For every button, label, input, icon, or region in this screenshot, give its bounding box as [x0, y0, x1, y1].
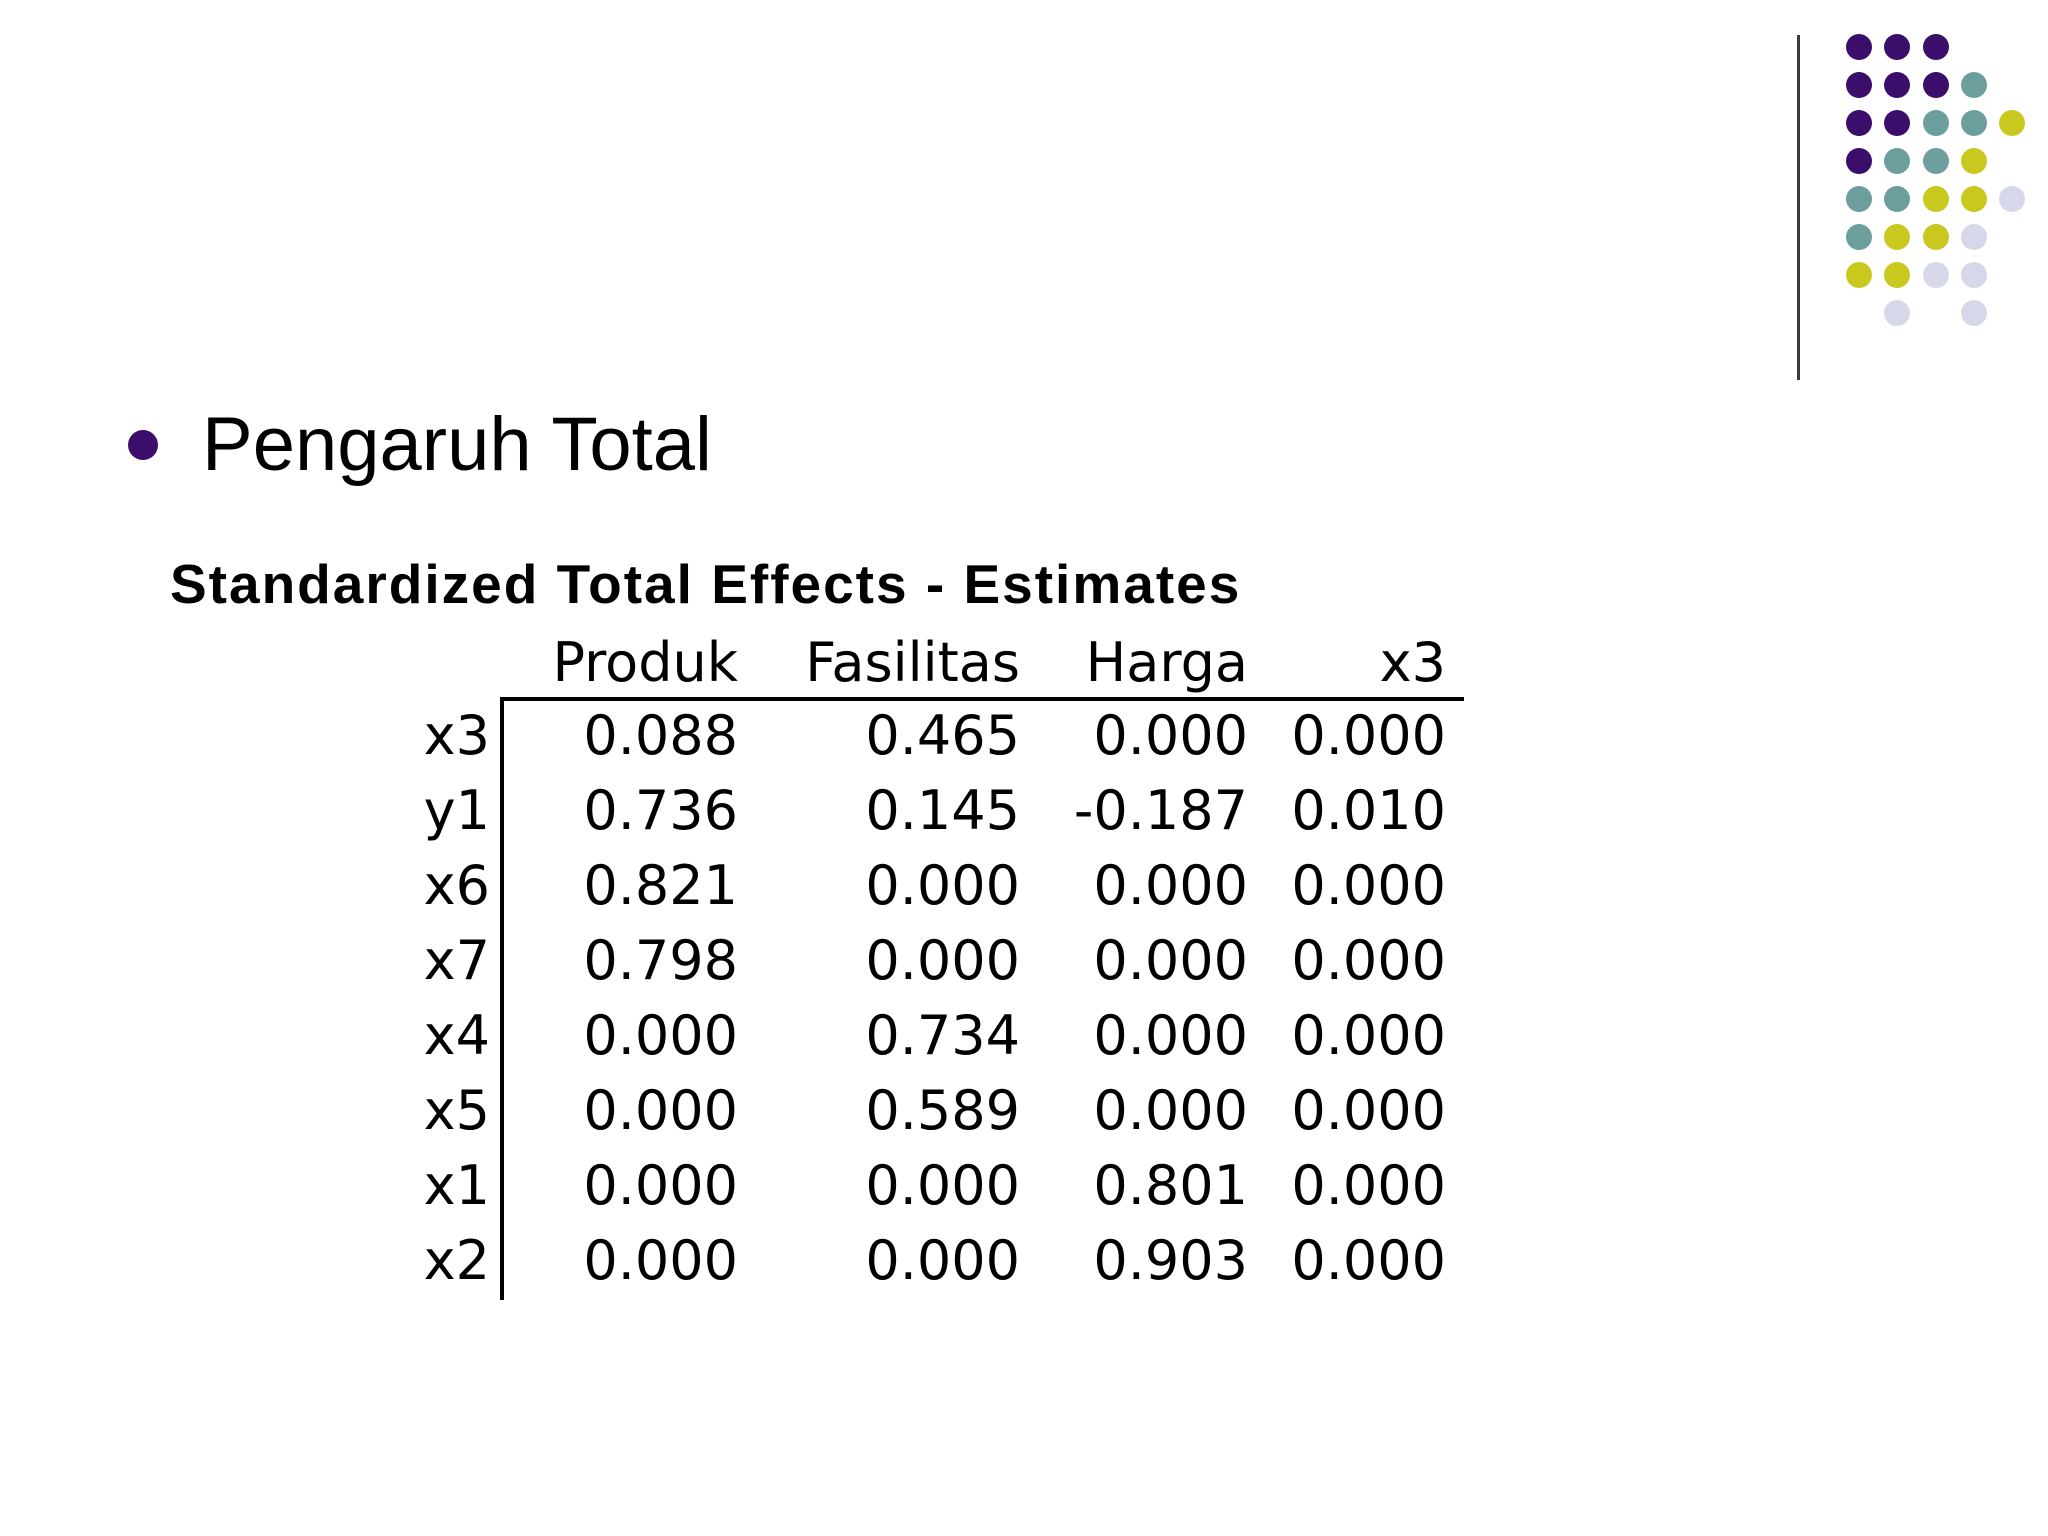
decorative-dot: [1923, 148, 1949, 174]
decorative-dot: [1884, 262, 1910, 288]
table-cell: 0.000: [865, 929, 1020, 992]
decorative-dot: [1846, 224, 1872, 250]
table-cell: 0.000: [1093, 1079, 1248, 1142]
table-cell: 0.000: [865, 854, 1020, 917]
row-label: x1: [423, 1154, 490, 1217]
decorative-dot: [1846, 110, 1872, 136]
table-title: Standardized Total Effects - Estimates: [170, 553, 1242, 615]
table-cell: 0.821: [583, 854, 738, 917]
decorative-dot: [1923, 186, 1949, 212]
table-cell: 0.000: [865, 1154, 1020, 1217]
table-cell: 0.000: [1291, 929, 1446, 992]
table-cell: 0.000: [1093, 1004, 1248, 1067]
decorative-dot: [1961, 148, 1987, 174]
table-cell: -0.187: [1073, 779, 1248, 842]
decorative-dot: [1923, 262, 1949, 288]
table-cell: 0.736: [583, 779, 738, 842]
row-label: x5: [423, 1079, 490, 1142]
vertical-divider: [1797, 35, 1800, 380]
table-cell: 0.000: [583, 1154, 738, 1217]
header-rule: [501, 697, 1464, 701]
decorative-dot: [1923, 110, 1949, 136]
row-label: x3: [423, 704, 490, 767]
decorative-dot: [1923, 34, 1949, 60]
row-label-rule: [500, 697, 504, 1300]
table-cell: 0.465: [865, 704, 1020, 767]
row-label: x7: [423, 929, 490, 992]
decorative-dot: [1961, 72, 1987, 98]
decorative-dot: [1961, 300, 1987, 326]
decorative-dot: [1961, 110, 1987, 136]
decorative-dot: [1846, 148, 1872, 174]
table-cell: 0.801: [1093, 1154, 1248, 1217]
table-cell: 0.000: [1291, 854, 1446, 917]
column-header: x3: [1379, 631, 1446, 694]
decorative-dot: [1846, 262, 1872, 288]
table-cell: 0.000: [583, 1079, 738, 1142]
column-header: Produk: [552, 631, 738, 694]
table-cell: 0.000: [1093, 929, 1248, 992]
decorative-dot: [1846, 72, 1872, 98]
decorative-dot: [1999, 110, 2025, 136]
table-cell: 0.000: [1093, 704, 1248, 767]
decorative-dot: [1846, 186, 1872, 212]
table-cell: 0.000: [1093, 854, 1248, 917]
table-cell: 0.000: [583, 1229, 738, 1292]
decorative-dot: [1884, 110, 1910, 136]
table-cell: 0.589: [865, 1079, 1020, 1142]
decorative-dot: [1884, 300, 1910, 326]
bullet-dot-icon: [128, 430, 158, 460]
table-cell: 0.000: [865, 1229, 1020, 1292]
decorative-dot: [1961, 262, 1987, 288]
decorative-dot: [1884, 72, 1910, 98]
table-cell: 0.000: [1291, 1079, 1446, 1142]
decorative-dot: [1961, 186, 1987, 212]
decorative-dot: [1884, 34, 1910, 60]
column-header: Fasilitas: [805, 631, 1020, 694]
decorative-dot: [1884, 186, 1910, 212]
table-cell: 0.000: [583, 1004, 738, 1067]
table-cell: 0.903: [1093, 1229, 1248, 1292]
table-cell: 0.088: [583, 704, 738, 767]
table-cell: 0.000: [1291, 1229, 1446, 1292]
decorative-dot: [1884, 224, 1910, 250]
table-cell: 0.145: [865, 779, 1020, 842]
row-label: y1: [423, 779, 490, 842]
table-cell: 0.010: [1291, 779, 1446, 842]
table-cell: 0.000: [1291, 1154, 1446, 1217]
bullet-text: Pengaruh Total: [202, 402, 712, 487]
decorative-dot: [1961, 224, 1987, 250]
row-label: x6: [423, 854, 490, 917]
decorative-dot: [1923, 72, 1949, 98]
bullet-item: [128, 400, 712, 490]
table-cell: 0.798: [583, 929, 738, 992]
decorative-dot-grid: [0, 0, 2048, 400]
decorative-dot: [1884, 148, 1910, 174]
table-cell: 0.000: [1291, 704, 1446, 767]
row-label: x2: [423, 1229, 490, 1292]
table-cell: 0.734: [865, 1004, 1020, 1067]
decorative-dot: [1923, 224, 1949, 250]
row-label: x4: [423, 1004, 490, 1067]
decorative-dot: [1846, 34, 1872, 60]
table-cell: 0.000: [1291, 1004, 1446, 1067]
column-header: Harga: [1085, 631, 1248, 694]
decorative-dot: [1999, 186, 2025, 212]
